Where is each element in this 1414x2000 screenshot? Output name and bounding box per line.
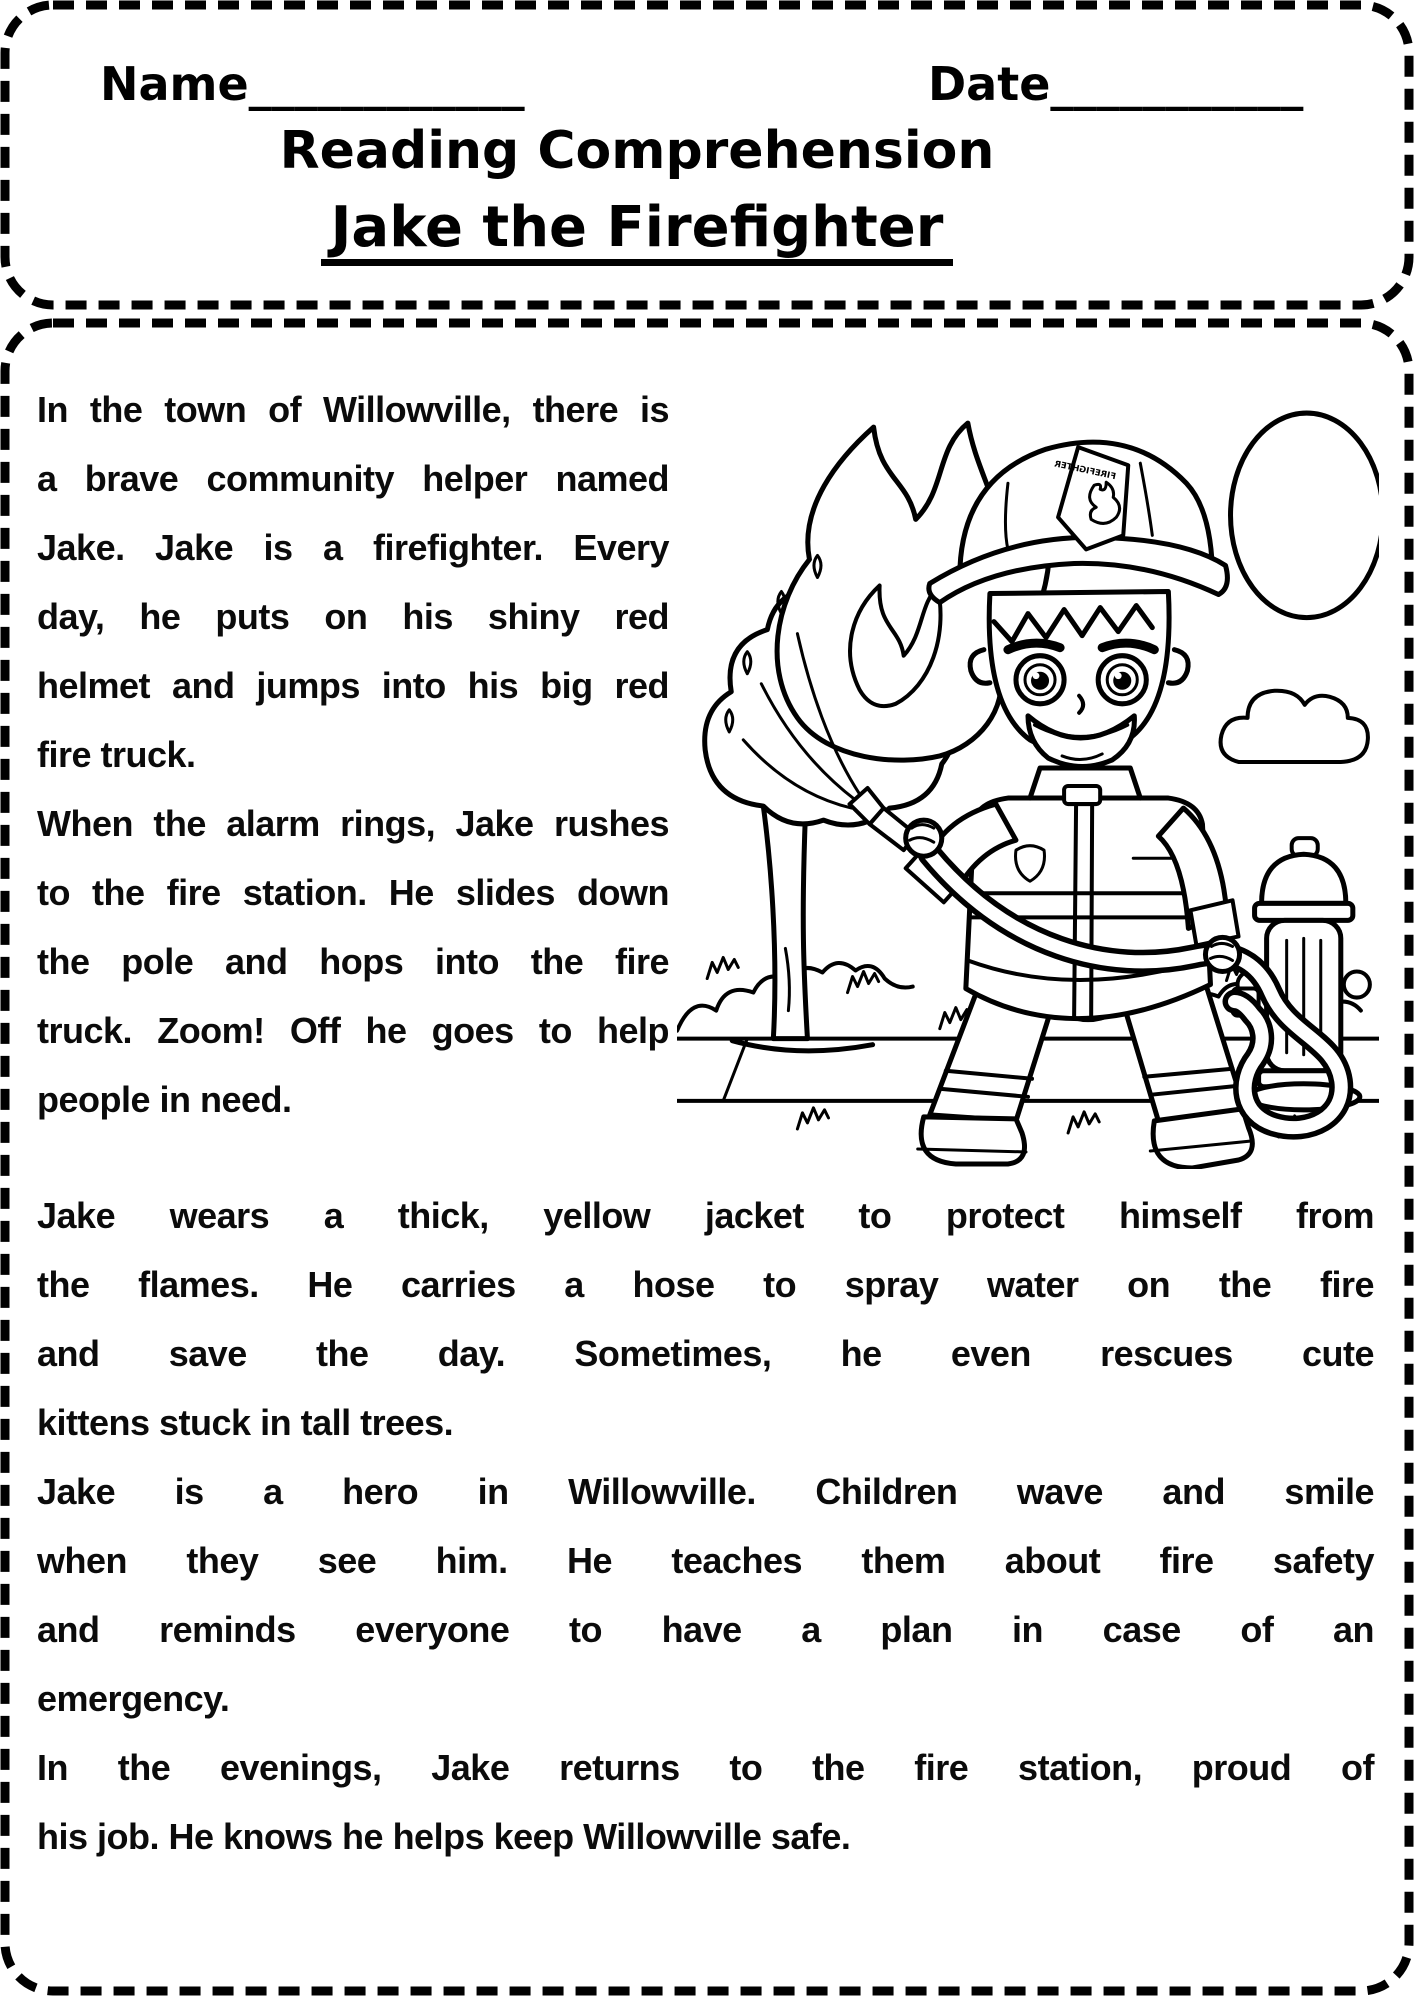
story-paragraph (37, 789, 669, 1134)
story-paragraph (37, 375, 669, 789)
date-label: Date (928, 57, 1051, 111)
story-panel (5, 323, 1409, 1991)
story-line: helmet and jumps into his big red (37, 665, 669, 706)
left-eye (1016, 656, 1064, 704)
story-line: a brave community helper named (37, 458, 669, 499)
story-line: When the alarm rings, Jake rushes (37, 803, 669, 844)
story-line: and reminds everyone to have a plan in case of an (37, 1609, 1374, 1650)
name-label: Name (100, 57, 249, 111)
worksheet-title: Reading Comprehension (279, 121, 995, 181)
story-line: to the fire station. He slides down (37, 872, 669, 913)
cloud-icon (1221, 691, 1368, 762)
story-line: Jake. Jake is a firefighter. Every (37, 527, 669, 568)
story-paragraph (37, 1457, 1374, 1733)
story-paragraph (37, 1181, 1374, 1457)
story-line: the flames. He carries a hose to spray water on the fire (37, 1264, 1374, 1305)
story-line: In the town of Willowville, there is (37, 389, 669, 430)
story-line: day, he puts on his shiny red (37, 596, 669, 637)
face (970, 592, 1188, 767)
story-line: Jake is a hero in Willowville. Children wave and smile (37, 1471, 1374, 1512)
name-blank-line[interactable]: ____________ (248, 57, 525, 111)
badge-text: FIREFIGHTER (1053, 459, 1117, 483)
firefighter-illustration (677, 387, 1379, 1169)
header-panel (5, 5, 1409, 305)
story-line: truck. Zoom! Off he goes to help (37, 1010, 669, 1051)
date-field (928, 57, 1303, 111)
left-hand (906, 820, 942, 856)
right-eye (1098, 656, 1146, 704)
right-hand (1205, 937, 1239, 971)
story-line: people in need. (37, 1079, 292, 1120)
story-paragraph (37, 1733, 1374, 1871)
story-column-left (37, 375, 669, 1134)
date-blank-line[interactable]: ___________ (1050, 57, 1304, 111)
story-line: fire truck. (37, 734, 196, 775)
story-line: when they see him. He teaches them about fire safety (37, 1540, 1374, 1581)
sun-icon (1231, 413, 1379, 618)
story-line: the pole and hops into the fire (37, 941, 669, 982)
subtitle-row (5, 197, 1269, 273)
story-line: In the evenings, Jake returns to the fire station, proud of (37, 1747, 1374, 1788)
story-line: his job. He knows he helps keep Willowville safe. (37, 1816, 851, 1857)
name-field (100, 57, 525, 111)
story-line: and save the day. Sometimes, he even rescues cute (37, 1333, 1374, 1374)
story-line: kittens stuck in tall trees. (37, 1402, 454, 1443)
story-title: Jake the Firefighter (321, 197, 954, 266)
story-line: emergency. (37, 1678, 230, 1719)
story-line: Jake wears a thick, yellow jacket to protect himself from (37, 1195, 1374, 1236)
story-column-full (37, 1181, 1374, 1871)
jacket (966, 768, 1211, 1019)
